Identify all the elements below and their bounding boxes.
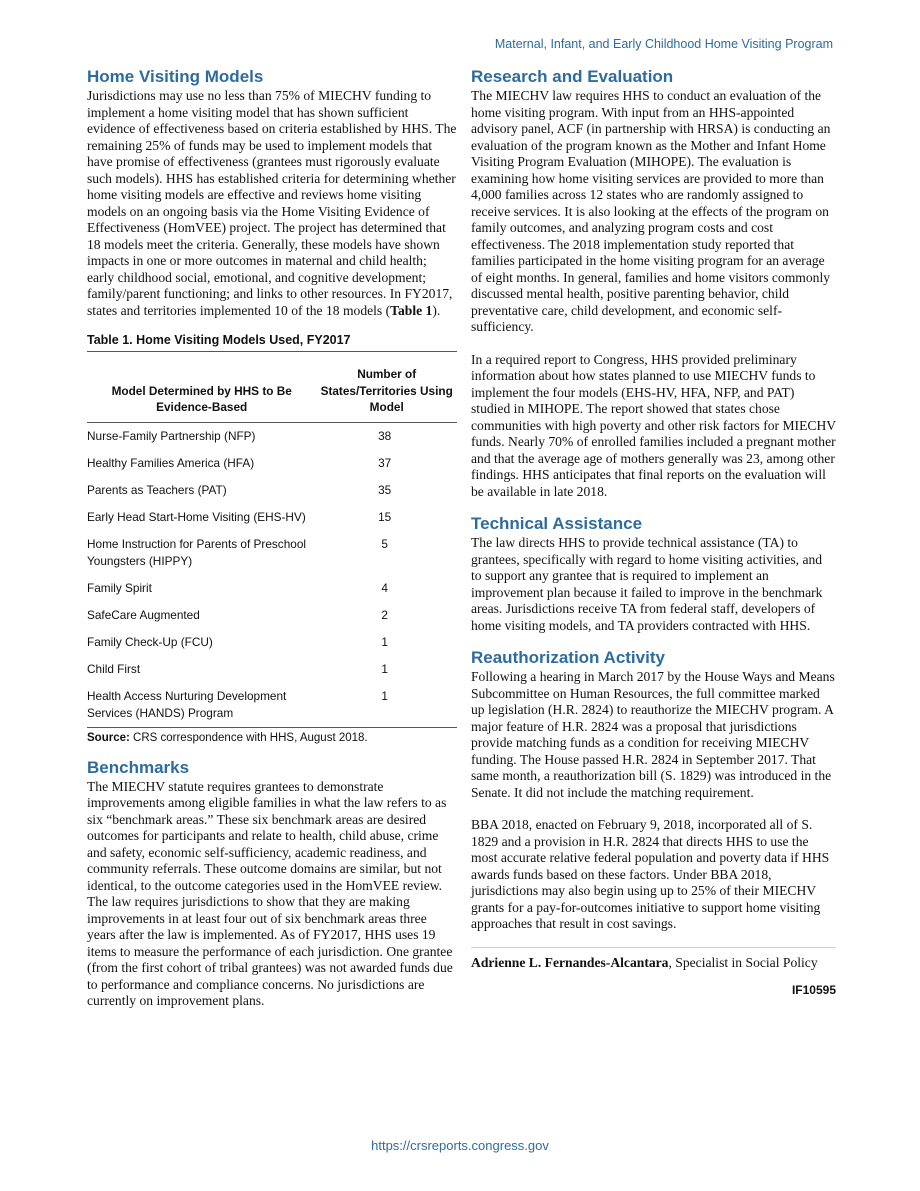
table-row bbox=[87, 575, 457, 602]
model-name-cell: Child First bbox=[87, 661, 141, 676]
table-row bbox=[87, 504, 457, 531]
model-name-cell: Nurse-Family Partnership (NFP) bbox=[87, 428, 256, 443]
author-divider bbox=[471, 947, 836, 948]
table-row bbox=[87, 422, 457, 450]
model-name-cell: SafeCare Augmented bbox=[87, 607, 200, 622]
author-name: Adrienne L. Fernandes-Alcantara bbox=[471, 954, 669, 970]
model-count-cell: 35 bbox=[378, 482, 392, 497]
model-count-cell: 1 bbox=[381, 661, 388, 676]
table-row bbox=[87, 450, 457, 477]
models-table bbox=[87, 352, 457, 728]
document-id: IF10595 bbox=[791, 983, 836, 997]
author-credit bbox=[471, 955, 836, 972]
section-title-reauthorization: Reauthorization Activity bbox=[471, 648, 665, 667]
section-title-technical-assistance: Technical Assistance bbox=[471, 514, 643, 533]
home-visiting-body: Jurisdictions may use no less than 75% of MIECHV funding to implement a home visiting model that has shown sufficient evidence of effectiveness based on criteria established by HHS. The remaining 25% of funds may be used to implement models that have promise of effectiveness (grantees must rigorously evaluate such models). HHS has established criteria for determining whether home visiting models are effective and reviews home visiting models on an ongoing basis via the Home Visiting Evidence of Effectiveness (HomVEE) project. The project has determined that 18 models meet the criteria. Generally, these models have shown impacts in one or more outcomes in maternal and child health; early childhood social, emotional, and cognitive development; family/parent functioning; and links to other resources. In FY2017, states and territories implemented 10 of the 18 models (Table 1). bbox=[87, 88, 457, 318]
technical-assistance-body: The law directs HHS to provide technical assistance (TA) to grantees, specifically with regard to home visiting activities, and to support any grantee that is required to implement an improvement plan because it failed to improve in the benchmark areas. Jurisdictions receive TA from federal staff, developers of home visiting models, and TA providers contracted with HHS. bbox=[471, 535, 823, 633]
reauthorization-paragraph-1: Following a hearing in March 2017 by the House Ways and Means Subcommittee on Human Resources, the full committee marked up legislation (H.R. 2824) to reauthorize the MIECHV program. A major feature of H.R. 2824 was a proposal that jurisdictions provide matching funds as a condition for receiving MIECHV funding. The House passed H.R. 2824 in September 2017. That same month, a reauthorization bill (S. 1829) was introduced in the Senate. It did not include the matching requirement. bbox=[471, 669, 835, 800]
table-title: Table 1. Home Visiting Models Used, FY2017 bbox=[87, 333, 457, 352]
model-count-cell: 15 bbox=[378, 509, 392, 524]
table-body bbox=[87, 422, 457, 727]
model-count-cell: 2 bbox=[381, 607, 388, 622]
model-count-cell: 1 bbox=[381, 634, 388, 649]
research-paragraph-1: The MIECHV law requires HHS to conduct an evaluation of the home visiting program. With input from an HHS-appointed advisory panel, ACF (in partnership with HRSA) is conducting an evaluation of the program known as the Mother and Infant Home Visiting Program Evaluation (MIHOPE). The evaluation is examining how home visiting services are provided to more than 4,000 families across 12 states who are randomly assigned to receive services. It is also looking at the effects of the program on family outcomes, and analyzing program costs and cost effectiveness. The 2018 implementation study reported that families participated in the home visiting program for an average of eight months. In general, families and home visitors commonly discussed mental health, positive parenting behavior, child preventative care, child development, and economic self-sufficiency. bbox=[471, 88, 831, 334]
model-name-cell: Family Check-Up (FCU) bbox=[87, 634, 213, 649]
reauthorization-paragraph-2: BBA 2018, enacted on February 9, 2018, incorporated all of S. 1829 and a provision in H.R. 2824 that directs HHS to use the most accurate relative federal population and poverty data if HHS awards funds based on these factors. Under BBA 2018, jurisdictions may also begin using up to 25% of their MIECHV grants for a pay-for-outcomes initiative to support home visiting approaches that result in cost savings. bbox=[471, 817, 830, 931]
model-count-cell: 1 bbox=[316, 683, 457, 728]
model-name-cell: Parents as Teachers (PAT) bbox=[87, 482, 227, 497]
table-row bbox=[87, 602, 457, 629]
left-column bbox=[87, 66, 457, 1010]
benchmarks-body: The MIECHV statute requires grantees to demonstrate improvements among eligible families in what the law refers to as six “benchmark areas.” These six benchmark areas are desired outcomes for participants and relate to health, child abuse, crime and safety, economic self-sufficiency, academic readiness, and community referrals. These outcome domains are similar, but not identical, to the outcome categories used in the HomVEE review. The law requires jurisdictions to show that they are making improvements in at least four out of six benchmark areas three years after the law is implemented. As of FY2017, HHS uses 19 items to measure the performance of each jurisdiction. One grantee (from the first cohort of tribal grantees) was not awarded funds due to performance and compliance concerns. No jurisdictions are currently on improvement plans. bbox=[87, 778, 453, 1008]
model-count-cell: 5 bbox=[381, 536, 388, 551]
model-name-cell: Home Instruction for Parents of Preschool Youngsters (HIPPY) bbox=[87, 536, 306, 568]
footer-url[interactable]: https://crsreports.congress.gov bbox=[371, 1138, 549, 1153]
right-column bbox=[471, 66, 836, 997]
model-name-cell: Early Head Start-Home Visiting (EHS-HV) bbox=[87, 509, 306, 524]
model-count-cell: 38 bbox=[378, 428, 392, 443]
section-title-benchmarks: Benchmarks bbox=[87, 757, 190, 777]
table-row bbox=[87, 656, 457, 683]
model-name-cell: Family Spirit bbox=[87, 580, 152, 595]
col-header-count: Number of States/Territories Using Model bbox=[316, 352, 457, 422]
table-row bbox=[87, 531, 457, 575]
model-name-cell: Health Access Nurturing Development Services (HANDS) Program bbox=[87, 683, 316, 728]
model-count-cell: 37 bbox=[378, 455, 392, 470]
section-title-research: Research and Evaluation bbox=[471, 67, 674, 86]
section-title-home-visiting: Home Visiting Models bbox=[87, 67, 264, 86]
table-1-reference: Table 1 bbox=[390, 302, 433, 318]
col-header-model: Model Determined by HHS to Be Evidence-Based bbox=[87, 352, 316, 422]
research-paragraph-2: In a required report to Congress, HHS provided preliminary information about how states planned to use MIECHV funds to implement the four models (EHS-HV, HFA, NFP, and PAT) studied in MIHOPE. The report showed that states chose communities with high poverty and other risk factors for MIECHV funds. Nearly 70% of enrolled families included a pregnant mother and that the average age of mothers generally was 23, among other findings. HHS anticipates that final reports on the evaluation will be available in late 2018. bbox=[471, 351, 836, 499]
table-row bbox=[87, 629, 457, 656]
running-header: Maternal, Infant, and Early Childhood Home Visiting Program bbox=[494, 37, 833, 51]
table-source: Source: CRS correspondence with HHS, August 2018. bbox=[87, 731, 368, 744]
model-count-cell: 4 bbox=[381, 580, 388, 595]
table-header-row bbox=[87, 352, 457, 422]
author-role: , Specialist in Social Policy bbox=[668, 954, 818, 970]
model-name-cell: Healthy Families America (HFA) bbox=[87, 455, 255, 470]
table-row bbox=[87, 683, 457, 728]
table-row bbox=[87, 477, 457, 504]
